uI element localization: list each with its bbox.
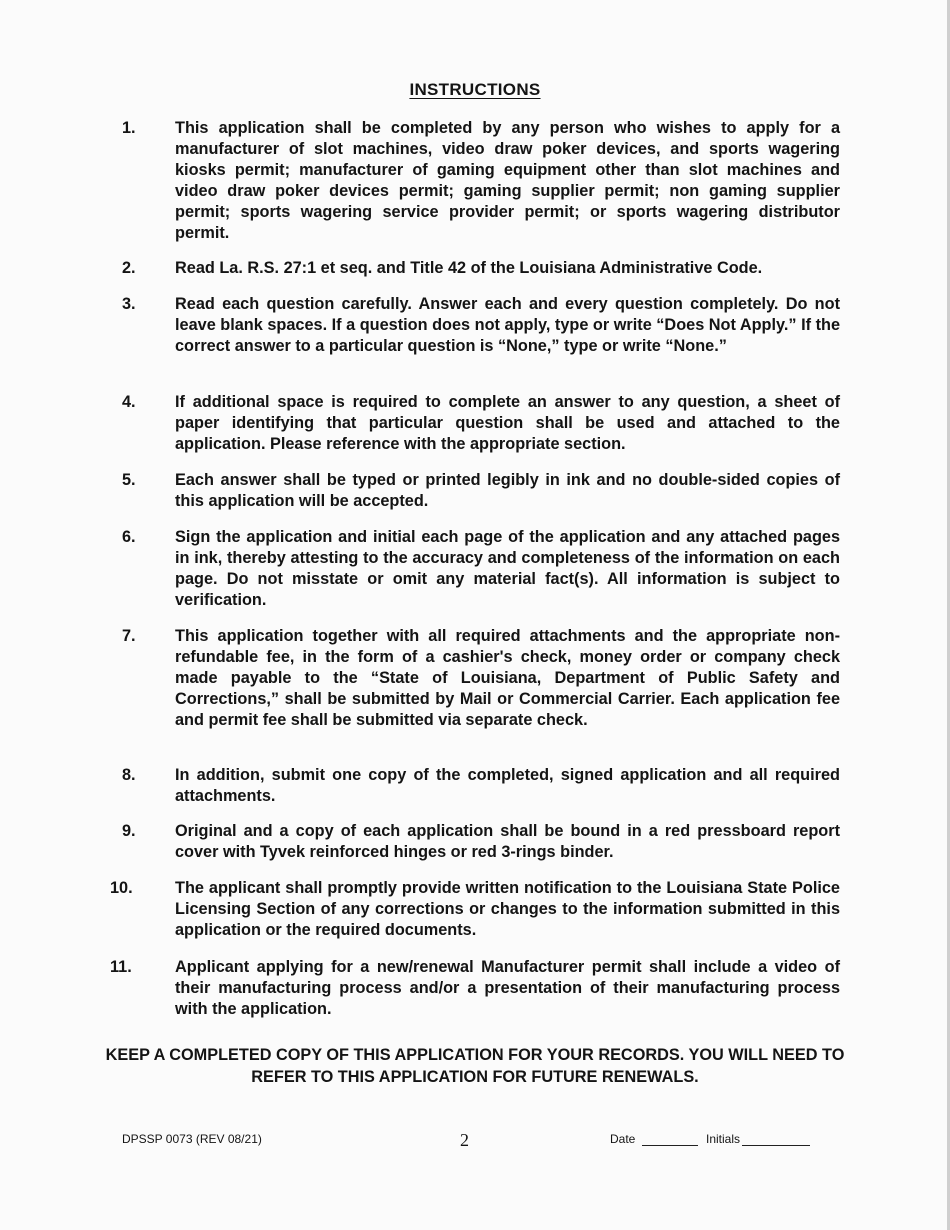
item-text: Sign the application and initial each page of the application and any attached pages in ink, thereby attesting to the accuracy and completeness of the information on each page. Do not misstate or omit any material fact(s). All information is subject to verification. xyxy=(175,528,840,609)
item-text: Read La. R.S. 27:1 et seq. and Title 42 of the Louisiana Administrative Code. xyxy=(175,259,763,277)
item-number: 6. xyxy=(122,528,136,546)
item-number: 7. xyxy=(122,627,136,645)
item-text: Original and a copy of each application shall be bound in a red pressboard report cover with Tyvek reinforced hinges or red 3-rings binder. xyxy=(175,822,840,861)
initials-field-line[interactable] xyxy=(742,1145,810,1146)
item-number: 8. xyxy=(122,766,136,784)
item-number: 1. xyxy=(122,119,136,137)
item-number: 2. xyxy=(122,259,136,277)
item-text: Read each question carefully. Answer each and every question completely. Do not leave blank spaces. If a question does not apply, type or write “Does Not Apply.” If the correct answer to a particular question is “None,” type or write “None.” xyxy=(175,295,840,355)
date-field-line[interactable] xyxy=(642,1145,698,1146)
item-number: 9. xyxy=(122,822,136,840)
item-text: In addition, submit one copy of the completed, signed application and all required attachments. xyxy=(175,766,840,805)
date-label: Date xyxy=(610,1132,636,1146)
item-text: Each answer shall be typed or printed legibly in ink and no double-sided copies of this application will be accepted. xyxy=(175,471,840,510)
page-footer xyxy=(0,1132,950,1162)
item-text: If additional space is required to complete an answer to any question, a sheet of paper identifying that particular question shall be used and attached to the application. Please reference with the appropriate section. xyxy=(175,393,840,453)
form-id: DPSSP 0073 (REV 08/21) xyxy=(122,1132,262,1146)
item-text: The applicant shall promptly provide written notification to the Louisiana State Police Licensing Section of any corrections or changes to the information submitted in this application or the required documents. xyxy=(175,879,840,939)
item-number: 5. xyxy=(122,471,136,489)
page-number: 2 xyxy=(460,1130,469,1150)
item-text: Applicant applying for a new/renewal Manufacturer permit shall include a video of their manufacturing process and/or a presentation of their manufacturing process with the application. xyxy=(175,958,840,1018)
initials-label: Initials xyxy=(706,1132,741,1146)
page-title: INSTRUCTIONS xyxy=(409,80,541,99)
item-number: 4. xyxy=(122,393,136,411)
item-number: 11. xyxy=(110,958,132,976)
item-text: This application shall be completed by any person who wishes to apply for a manufacturer of slot machines, video draw poker devices, and sports wagering kiosks permit; manufacturer of gaming equipment other than slot machines and video draw poker devices permit; gaming supplier permit; non gaming supplier permit; sports wagering service provider permit; or sports wagering distributor permit. xyxy=(175,119,840,242)
item-number: 3. xyxy=(122,295,136,313)
item-number: 10. xyxy=(110,879,133,897)
item-text: This application together with all required attachments and the appropriate non- refundable fee, in the form of a cashier's check, money order or company check made payable to the “State of Louisiana, Department of Public Safety and Corrections,” shall be submitted by Mail or Commercial Carrier. Each application fee and permit fee shall be submitted via separate check. xyxy=(175,627,840,729)
keep-copy-notice: KEEP A COMPLETED COPY OF THIS APPLICATION FOR YOUR RECORDS. YOU WILL NEED TO REFER TO THIS APPLICATION FOR FUTURE RENEWALS. xyxy=(105,1046,845,1086)
